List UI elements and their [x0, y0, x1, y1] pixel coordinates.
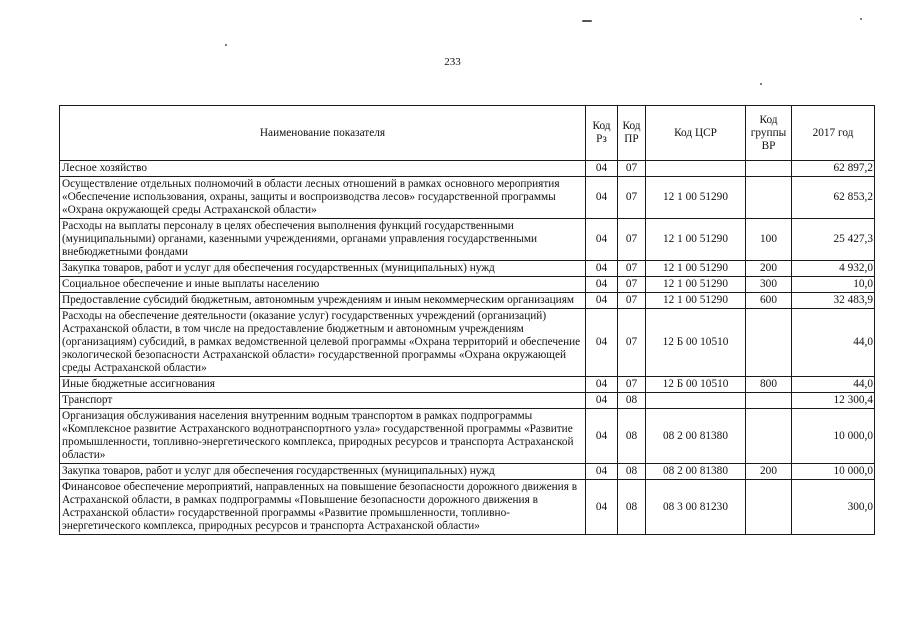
scan-speck	[760, 83, 762, 85]
table-row	[60, 309, 875, 377]
cell-csr: 08 2 00 81380	[646, 464, 746, 480]
cell-rz: 04	[586, 309, 618, 377]
cell-csr	[646, 393, 746, 409]
cell-sum: 300,0	[792, 480, 875, 535]
page-number: 233	[444, 56, 461, 68]
cell-pr: 07	[618, 219, 646, 261]
cell-pr: 07	[618, 277, 646, 293]
header-vr: Код группы ВР	[746, 106, 792, 161]
cell-pr: 07	[618, 161, 646, 177]
cell-rz: 04	[586, 219, 618, 261]
cell-vr: 300	[746, 277, 792, 293]
table-row	[60, 377, 875, 393]
cell-name: Финансовое обеспечение мероприятий, направленных на повышение безопасности дорожного движения в Астраханской области, в рамках подпрограммы «Повышение безопасности дорожного движения в Астраханской области» государственной программы «Развитие промышленности, топливно-энергетического комплекса, природных ресурсов и транспорта Астраханской области»	[60, 480, 586, 535]
table-row	[60, 293, 875, 309]
cell-vr	[746, 177, 792, 219]
table-row	[60, 393, 875, 409]
cell-vr	[746, 161, 792, 177]
cell-csr: 08 3 00 81230	[646, 480, 746, 535]
cell-sum: 12 300,4	[792, 393, 875, 409]
cell-rz: 04	[586, 161, 618, 177]
cell-sum: 10,0	[792, 277, 875, 293]
budget-table	[59, 105, 875, 535]
cell-name: Расходы на обеспечение деятельности (оказание услуг) государственных учреждений (организаций) Астраханской области, в том числе на предоставление бюджетным и автономным учреждениям (организациям) субсидий, в рамках ведомственной целевой программы «Охрана территорий и обеспечение экологической безопасности Астраханской области» государственной программы «Охрана окружающей среды Астраханской области»	[60, 309, 586, 377]
cell-pr: 07	[618, 293, 646, 309]
cell-sum: 4 932,0	[792, 261, 875, 277]
cell-name: Лесное хозяйство	[60, 161, 586, 177]
cell-rz: 04	[586, 393, 618, 409]
cell-rz: 04	[586, 177, 618, 219]
cell-pr: 08	[618, 409, 646, 464]
table-row	[60, 464, 875, 480]
cell-rz: 04	[586, 409, 618, 464]
cell-name: Закупка товаров, работ и услуг для обеспечения государственных (муниципальных) нужд	[60, 261, 586, 277]
cell-name: Социальное обеспечение и иные выплаты населению	[60, 277, 586, 293]
cell-rz: 04	[586, 480, 618, 535]
cell-csr: 12 1 00 51290	[646, 293, 746, 309]
cell-pr: 08	[618, 393, 646, 409]
cell-vr: 600	[746, 293, 792, 309]
cell-vr: 200	[746, 464, 792, 480]
cell-pr: 08	[618, 480, 646, 535]
cell-rz: 04	[586, 464, 618, 480]
cell-vr	[746, 409, 792, 464]
table-header-row	[60, 106, 875, 161]
cell-csr: 08 2 00 81380	[646, 409, 746, 464]
cell-vr	[746, 393, 792, 409]
cell-sum: 44,0	[792, 309, 875, 377]
cell-sum: 44,0	[792, 377, 875, 393]
scan-speck	[860, 18, 862, 20]
cell-sum: 10 000,0	[792, 409, 875, 464]
cell-rz: 04	[586, 261, 618, 277]
header-csr: Код ЦСР	[646, 106, 746, 161]
cell-csr: 12 Б 00 10510	[646, 309, 746, 377]
cell-sum: 10 000,0	[792, 464, 875, 480]
scan-speck	[582, 20, 592, 22]
cell-name: Транспорт	[60, 393, 586, 409]
cell-name: Организация обслуживания населения внутренним водным транспортом в рамках подпрограммы «Комплексное развитие Астраханского воднотранспортного узла» государственной программы «Развитие промышленности, топливно-энергетического комплекса, природных ресурсов и транспорта Астраханской области»	[60, 409, 586, 464]
cell-rz: 04	[586, 293, 618, 309]
table-row	[60, 409, 875, 464]
cell-csr: 12 1 00 51290	[646, 277, 746, 293]
cell-pr: 07	[618, 261, 646, 277]
scan-speck	[225, 44, 227, 46]
header-year: 2017 год	[792, 106, 875, 161]
cell-sum: 62 897,2	[792, 161, 875, 177]
cell-csr: 12 1 00 51290	[646, 219, 746, 261]
table-row	[60, 219, 875, 261]
cell-pr: 07	[618, 309, 646, 377]
cell-name: Предоставление субсидий бюджетным, автономным учреждениям и иным некоммерческим организациям	[60, 293, 586, 309]
cell-csr: 12 1 00 51290	[646, 177, 746, 219]
cell-name: Закупка товаров, работ и услуг для обеспечения государственных (муниципальных) нужд	[60, 464, 586, 480]
cell-pr: 07	[618, 377, 646, 393]
cell-sum: 32 483,9	[792, 293, 875, 309]
cell-csr: 12 Б 00 10510	[646, 377, 746, 393]
table-row	[60, 261, 875, 277]
cell-rz: 04	[586, 277, 618, 293]
cell-name: Расходы на выплаты персоналу в целях обеспечения выполнения функций государственными (муниципальными) органами, казенными учреждениями, органами управления государственными внебюджетными фондами	[60, 219, 586, 261]
cell-vr	[746, 480, 792, 535]
table-row	[60, 277, 875, 293]
cell-sum: 25 427,3	[792, 219, 875, 261]
cell-vr: 800	[746, 377, 792, 393]
table-row	[60, 480, 875, 535]
header-pr: Код ПР	[618, 106, 646, 161]
cell-csr: 12 1 00 51290	[646, 261, 746, 277]
cell-csr	[646, 161, 746, 177]
cell-pr: 07	[618, 177, 646, 219]
cell-pr: 08	[618, 464, 646, 480]
cell-vr: 200	[746, 261, 792, 277]
cell-rz: 04	[586, 377, 618, 393]
table-row	[60, 177, 875, 219]
cell-vr: 100	[746, 219, 792, 261]
table-row	[60, 161, 875, 177]
cell-name: Осуществление отдельных полномочий в области лесных отношений в рамках основного мероприятия «Обеспечение использования, охраны, защиты и воспроизводства лесов» государственной программы «Охрана окружающей среды Астраханской области»	[60, 177, 586, 219]
header-rz: Код Рз	[586, 106, 618, 161]
cell-name: Иные бюджетные ассигнования	[60, 377, 586, 393]
cell-sum: 62 853,2	[792, 177, 875, 219]
header-name: Наименование показателя	[60, 106, 586, 161]
cell-vr	[746, 309, 792, 377]
